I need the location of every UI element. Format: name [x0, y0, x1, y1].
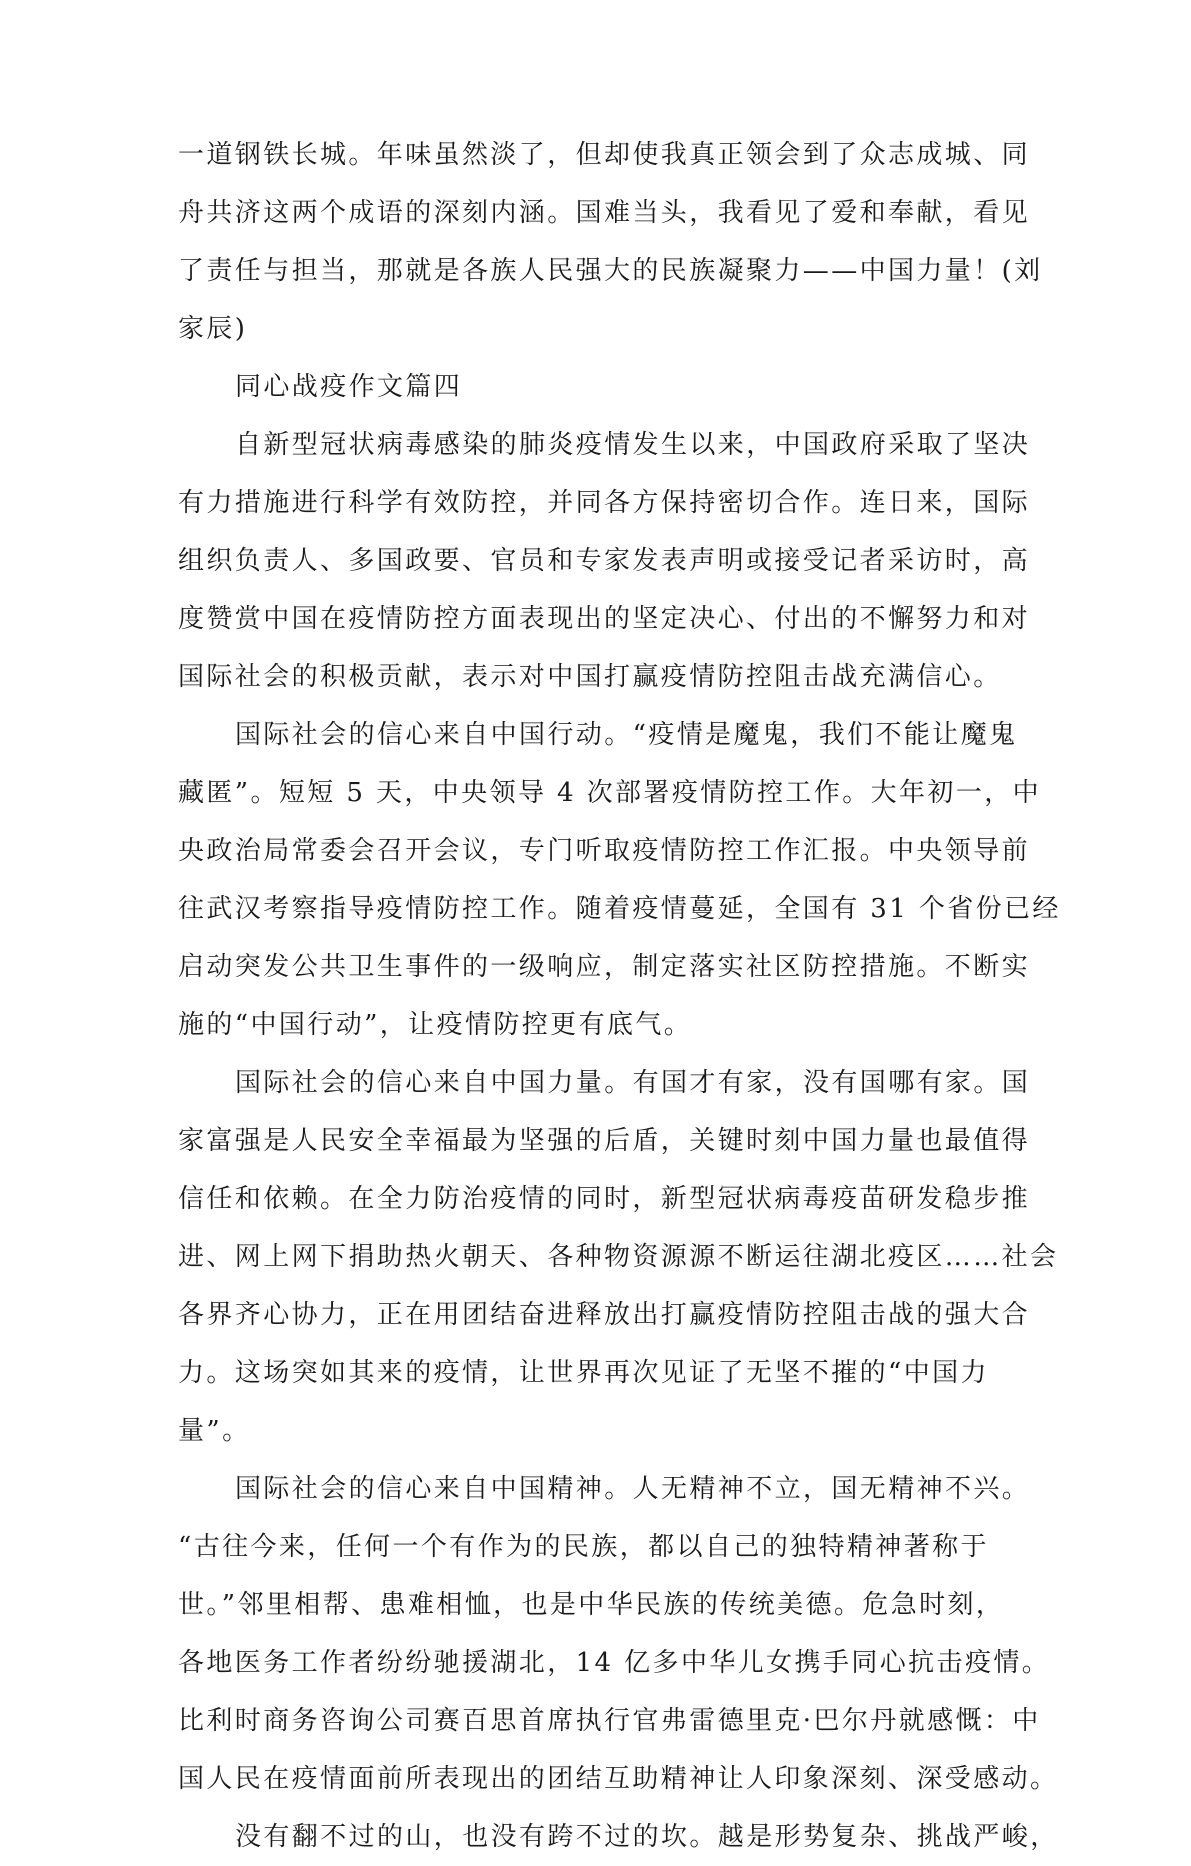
text-line: 组织负责人、多国政要、官员和专家发表声明或接受记者采访时，高 — [178, 546, 1031, 576]
text-line: 国人民在疫情面前所表现出的团结互助精神让人印象深刻、深受感动。 — [178, 1764, 1059, 1794]
text-line: 舟共济这两个成语的深刻内涵。国难当头，我看见了爱和奉献，看见 — [178, 198, 1031, 228]
text-line: “古往今来，任何一个有作为的民族，都以自己的独特精神著称于 — [178, 1532, 989, 1562]
paragraph — [178, 416, 1033, 706]
text-line: 比利时商务咨询公司赛百思首席执行官弗雷德里克·巴尔丹就感慨：中 — [178, 1706, 1041, 1736]
paragraph — [178, 1808, 1059, 1866]
text-line: 国际社会的信心来自中国行动。“疫情是魔鬼，我们不能让魔鬼 — [235, 720, 1018, 750]
text-line: 力。这场突如其来的疫情，让世界再次见证了无坚不摧的“中国力 — [178, 1358, 989, 1388]
text-line: 度赞赏中国在疫情防控方面表现出的坚定决心、付出的不懈努力和对 — [178, 604, 1031, 634]
paragraph — [178, 1054, 1059, 1460]
text-line: 央政治局常委会召开会议，专门听取疫情防控工作汇报。中央领导前 — [178, 836, 1031, 866]
text-line: 往武汉考察指导疫情防控工作。随着疫情蔓延，全国有 31 个省份已经 — [178, 894, 1061, 924]
text-line: 国际社会的信心来自中国力量。有国才有家，没有国哪有家。国 — [235, 1068, 1031, 1098]
text-line: 家辰) — [178, 314, 248, 344]
text-line: 国际社会的信心来自中国精神。人无精神不立，国无精神不兴。 — [235, 1474, 1031, 1504]
text-line: 一道钢铁长城。年味虽然淡了，但却使我真正领会到了众志成城、同 — [178, 140, 1031, 170]
paragraph — [178, 706, 1061, 1054]
paragraph — [178, 1460, 1059, 1808]
text-line: 各界齐心协力，正在用团结奋进释放出打赢疫情防控阻击战的强大合 — [178, 1300, 1031, 1330]
text-line: 世。”邻里相帮、患难相恤，也是中华民族的传统美德。危急时刻， — [178, 1590, 1005, 1620]
text-line: 施的“中国行动”，让疫情防控更有底气。 — [178, 1010, 693, 1040]
section-heading — [178, 358, 1033, 416]
text-line: 家富强是人民安全幸福最为坚强的后盾，关键时刻中国力量也最值得 — [178, 1126, 1031, 1156]
text-line: 国际社会的积极贡献，表示对中国打赢疫情防控阻击战充满信心。 — [178, 662, 1002, 692]
text-line: 量”。 — [178, 1416, 251, 1446]
text-line: 各地医务工作者纷纷驰援湖北，14 亿多中华儿女携手同心抗击疫情。 — [178, 1648, 1051, 1678]
paragraph-continuation — [178, 126, 1043, 358]
text-line: 自新型冠状病毒感染的肺炎疫情发生以来，中国政府采取了坚决 — [235, 430, 1031, 460]
text-line: 信任和依赖。在全力防治疫情的同时，新型冠状病毒疫苗研发稳步推 — [178, 1184, 1031, 1214]
text-line: 没有翻不过的山，也没有跨不过的坎。越是形势复杂、挑战严峻， — [235, 1822, 1059, 1852]
document-body — [178, 126, 1061, 1866]
heading-text: 同心战疫作文篇四 — [235, 372, 463, 402]
text-line: 有力措施进行科学有效防控，并同各方保持密切合作。连日来，国际 — [178, 488, 1031, 518]
text-line: 藏匿”。短短 5 天，中央领导 4 次部署疫情防控工作。大年初一，中 — [178, 778, 1042, 808]
text-line: 进、网上网下捐助热火朝天、各种物资源源不断运往湖北疫区……社会 — [178, 1242, 1059, 1272]
text-line: 了责任与担当，那就是各族人民强大的民族凝聚力——中国力量！(刘 — [178, 256, 1043, 286]
text-line: 启动突发公共卫生事件的一级响应，制定落实社区防控措施。不断实 — [178, 952, 1031, 982]
